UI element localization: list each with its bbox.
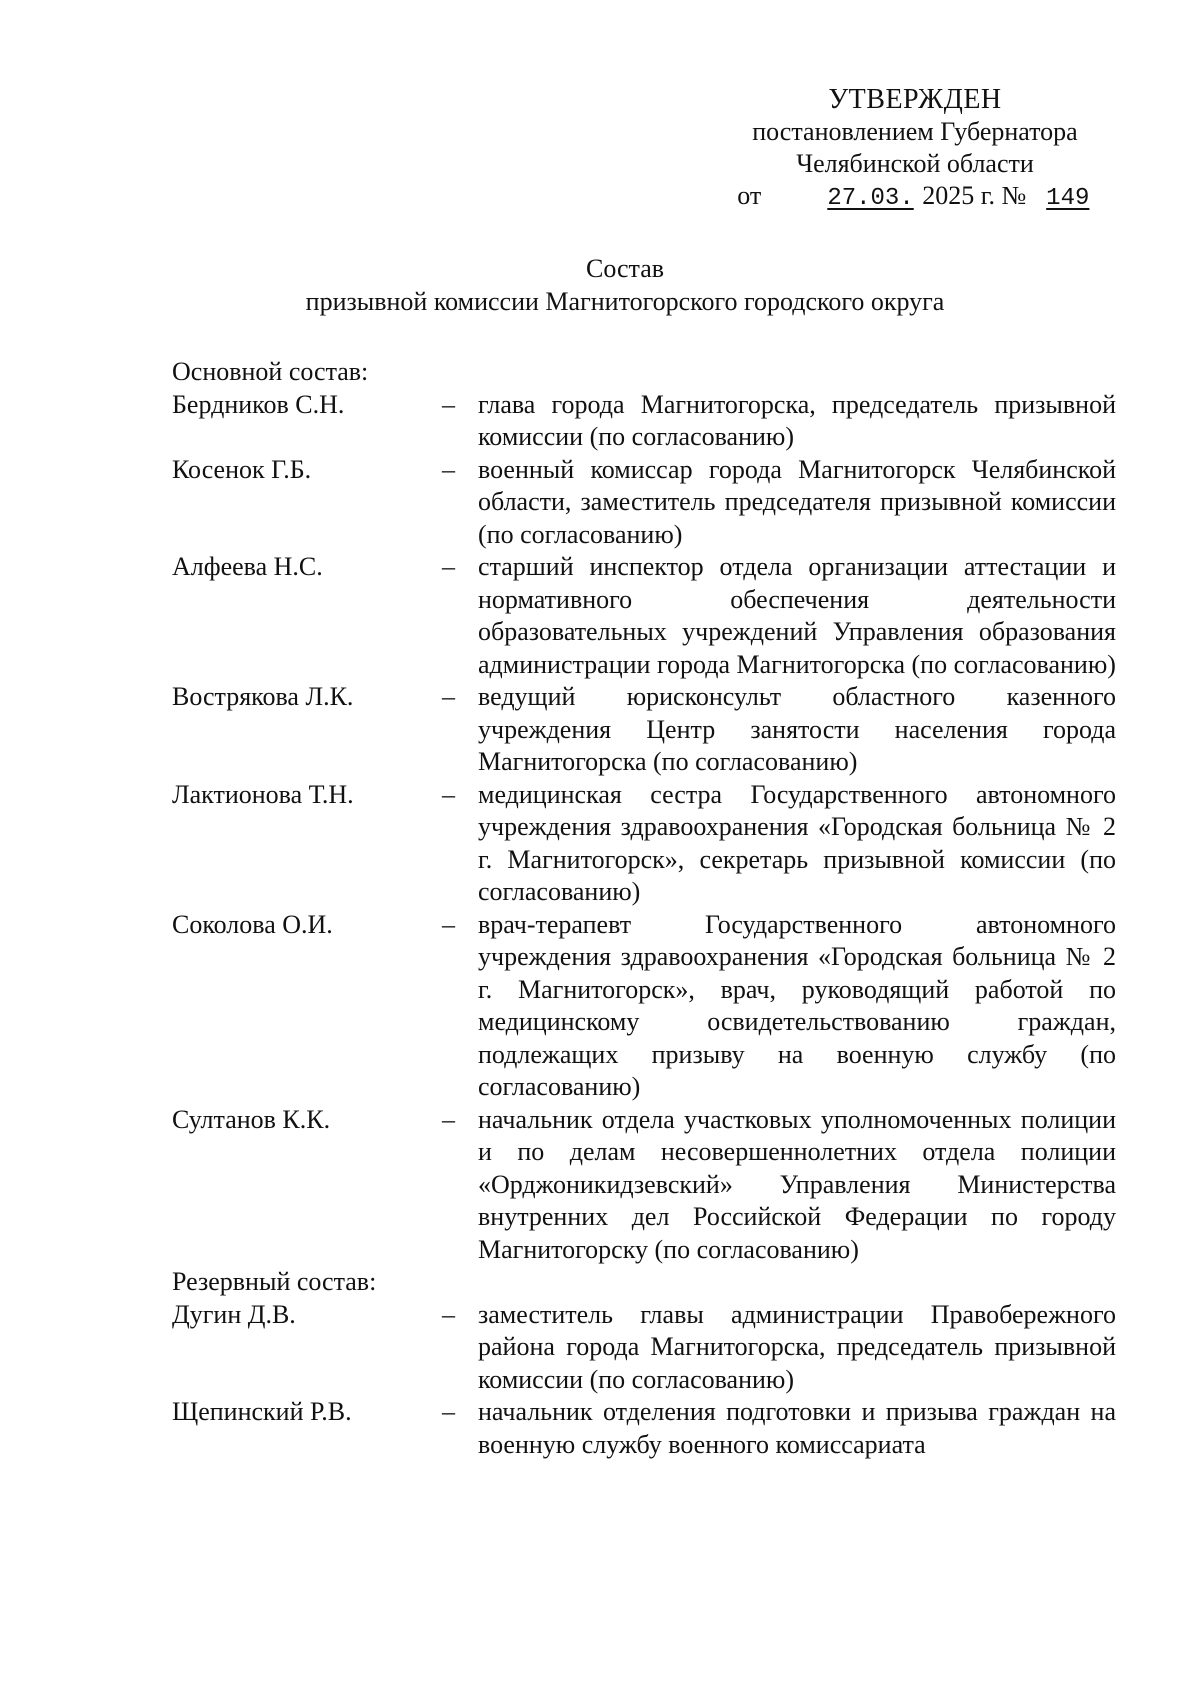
member-row [172, 1396, 1122, 1461]
member-row [172, 1299, 1122, 1397]
member-dash: – [442, 1104, 455, 1134]
member-role: военный комиссар города Магнитогорск Челябинской области, заместитель председателя призывной комиссии (по согласованию) [478, 454, 1116, 549]
number-sign: № [1001, 181, 1027, 210]
member-dash: – [442, 909, 455, 939]
reserve-section-label: Резервный состав: [172, 1267, 377, 1296]
member-dash: – [442, 454, 455, 484]
member-row [172, 454, 1122, 552]
member-role: начальник отделения подготовки и призыва граждан на военную службу военного комиссариата [478, 1397, 1116, 1459]
member-row [172, 681, 1122, 779]
member-row [172, 551, 1122, 681]
approval-date-line [710, 180, 1130, 215]
member-role: врач-терапевт Государственного автономного учреждения здравоохранения «Городская больница № 2 г. Магнитогорск», врач, руководящий работой по медицинскому освидетельствованию граждан, подлежащих призыву на военную службу (по согласованию) [478, 909, 1116, 1101]
approval-year: 2025 г. [922, 181, 995, 210]
heading-title: Состав [585, 254, 665, 283]
member-name: Вострякова Л.К. [172, 682, 354, 711]
member-name: Соколова О.И. [172, 909, 333, 939]
member-name: Косенок Г.Б. [172, 454, 312, 484]
member-row [172, 909, 1122, 1104]
member-row [172, 1104, 1122, 1267]
document-heading [150, 252, 1100, 318]
member-role: ведущий юрисконсульт областного казенного учреждения Центр занятости населения города Магнитогорска (по согласованию) [478, 682, 1116, 776]
main-section-label: Основной состав: [172, 357, 369, 386]
heading-subtitle: призывной комиссии Магнитогорского городского округа [305, 287, 945, 316]
member-dash: – [442, 389, 455, 419]
member-dash: – [442, 1299, 455, 1329]
member-role: глава города Магнитогорска, председатель призывной комиссии (по согласованию) [478, 389, 1116, 451]
member-name: Лактионова Т.Н. [172, 779, 354, 809]
member-name: Султанов К.К. [172, 1104, 331, 1134]
member-role: старший инспектор отдела организации аттестации и нормативного обеспечения деятельности образовательных учреждений Управления образования администрации города Магнитогорска (по согласованию) [478, 552, 1116, 679]
member-role: начальник отдела участковых уполномоченных полиции и по делам несовершеннолетних отдела полиции «Орджоникидзевский» Управления Министерства внутренних дел Российской Федерации по городу Магнитогорску (по согласованию) [478, 1104, 1116, 1264]
member-name: Алфеева Н.С. [172, 552, 323, 581]
member-name: Дугин Д.В. [172, 1299, 296, 1329]
approval-title: УТВЕРЖДЕН [828, 84, 1002, 115]
approval-line-1: постановлением Губернатора [752, 117, 1078, 146]
member-row [172, 779, 1122, 909]
member-dash: – [442, 682, 455, 711]
member-dash: – [442, 779, 455, 809]
member-dash: – [442, 552, 455, 581]
approval-number: 149 [1046, 185, 1090, 212]
member-name: Щепинский Р.В. [172, 1397, 352, 1426]
member-row [172, 389, 1122, 454]
member-role: заместитель главы администрации Правобережного района города Магнитогорска, председатель призывной комиссии (по согласованию) [478, 1299, 1116, 1394]
approval-date: 27.03. [827, 185, 914, 212]
commission-roster [172, 356, 1122, 1461]
approval-block [700, 84, 1130, 215]
approval-line-2: Челябинской области [796, 149, 1034, 178]
member-dash: – [442, 1397, 455, 1426]
member-role: медицинская сестра Государственного автономного учреждения здравоохранения «Городская больница № 2 г. Магнитогорск», секретарь призывной комиссии (по согласованию) [478, 779, 1116, 906]
member-name: Бердников С.Н. [172, 389, 345, 419]
from-label: от [737, 181, 762, 210]
